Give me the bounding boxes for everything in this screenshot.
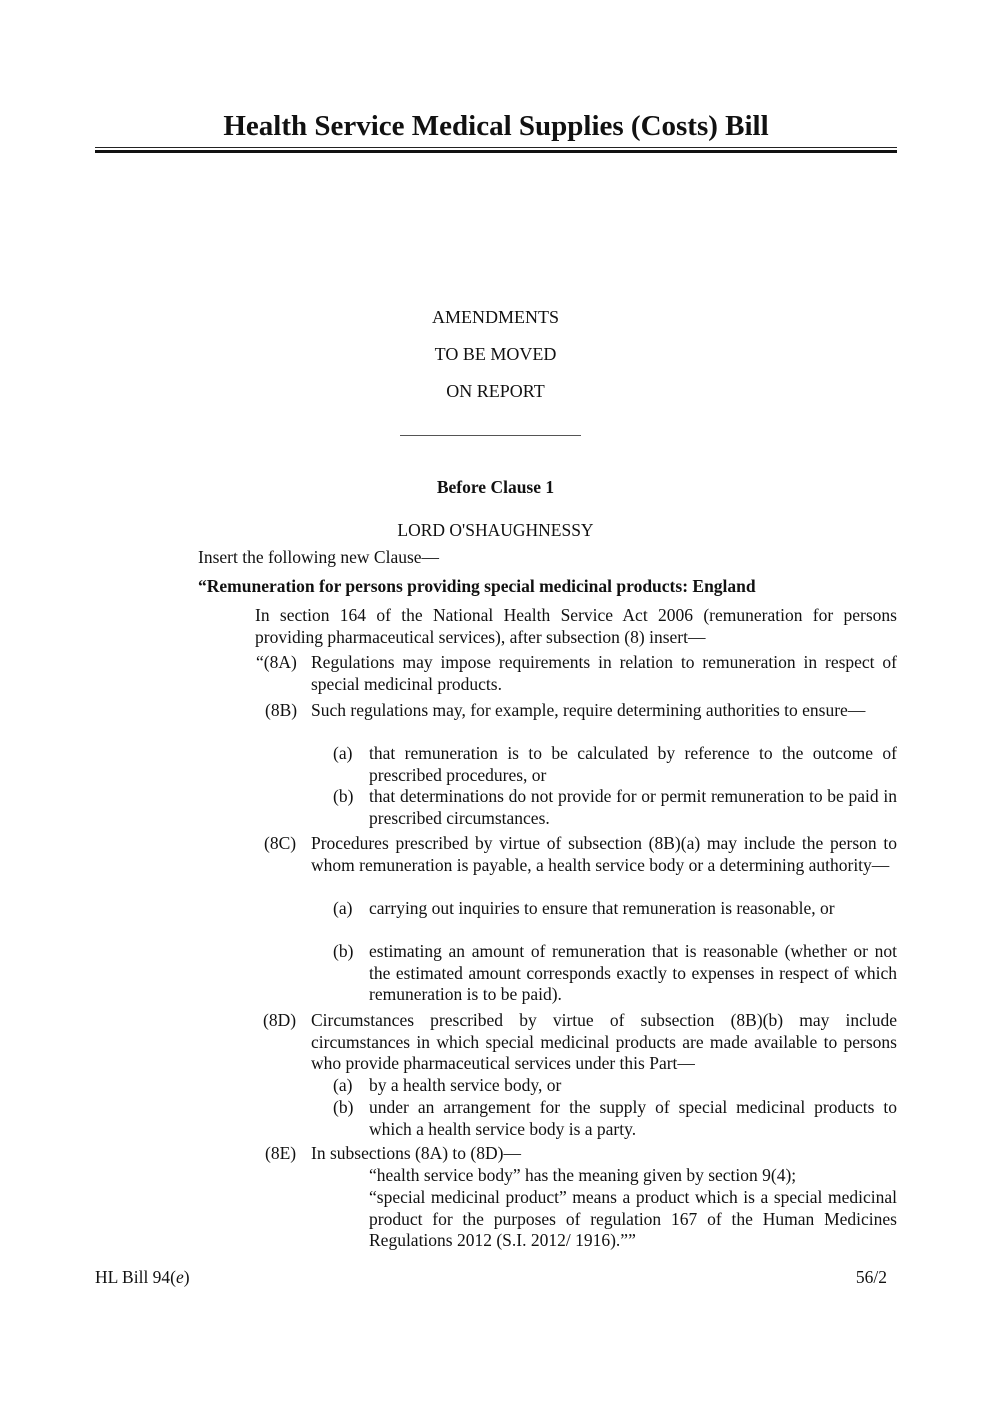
bill-title: Health Service Medical Supplies (Costs) Bill [223, 110, 769, 142]
bill-reference-italic: e [176, 1267, 184, 1287]
paragraph-text: by a health service body, or [369, 1075, 562, 1095]
page-reference: 56/2 [855, 1267, 887, 1287]
heading-line-3: ON REPORT [446, 381, 545, 401]
subsection-number: (8C) [264, 833, 297, 853]
subsection-text: In subsections (8A) to (8D)— [311, 1143, 521, 1163]
definition: “special medicinal product” means a product which is a special medicinal product for the purposes of regulation 167 of the Human Medicines Regulations 2012 (S.I. 2012/ 1916).”” [369, 1187, 897, 1250]
paragraph-number: (a) [333, 743, 353, 763]
title-rule-thin [95, 147, 897, 148]
heading-line-2: TO BE MOVED [434, 344, 557, 364]
paragraph-number: (b) [333, 1097, 354, 1117]
subsection-number: (8D) [263, 1010, 297, 1030]
heading-divider [400, 435, 581, 436]
section-heading: Before Clause 1 [436, 477, 555, 497]
subsection-number: “(8A) [256, 652, 297, 672]
subsection-number: (8B) [265, 700, 298, 720]
subsection-text: Such regulations may, for example, require determining authorities to ensure— [311, 700, 866, 720]
paragraph-text: estimating an amount of remuneration that is reasonable (whether or not the estimated amount corresponds exactly to expenses in respect of which remuneration is to be paid). [369, 941, 897, 1004]
subsection-text: Circumstances prescribed by virtue of subsection (8B)(b) may include circumstances in which special medicinal products are made available to persons who provide pharmaceutical services under this Part— [311, 1010, 897, 1073]
paragraph-number: (a) [333, 898, 353, 918]
paragraph-number: (b) [333, 786, 354, 806]
clause-intro: In section 164 of the National Health Service Act 2006 (remuneration for persons providing pharmaceutical services), after subsection (8) insert— [255, 605, 897, 647]
clause-title: “Remuneration for persons providing special medicinal products: England [198, 576, 756, 596]
bill-reference-prefix: HL Bill 94( [95, 1267, 177, 1287]
definition: “health service body” has the meaning given by section 9(4); [369, 1165, 797, 1185]
paragraph-text: that determinations do not provide for or permit remuneration to be paid in prescribed circumstances. [369, 786, 897, 828]
subsection-number: (8E) [265, 1143, 297, 1163]
paragraph-text: carrying out inquiries to ensure that remuneration is reasonable, or [369, 898, 835, 918]
paragraph-text: under an arrangement for the supply of special medicinal products to which a health service body is a party. [369, 1097, 897, 1139]
subsection-text: Regulations may impose requirements in relation to remuneration in respect of special medicinal products. [311, 652, 897, 694]
instruction: Insert the following new Clause— [198, 547, 440, 567]
heading-line-1: AMENDMENTS [431, 307, 559, 327]
title-rule-thick [95, 150, 897, 153]
paragraph-number: (b) [333, 941, 354, 961]
mover-name: LORD O'SHAUGHNESSY [397, 520, 594, 540]
bill-reference-suffix: ) [183, 1267, 190, 1287]
subsection-text: Procedures prescribed by virtue of subsection (8B)(a) may include the person to whom remuneration is payable, a health service body or a determining authority— [311, 833, 897, 875]
paragraph-text: that remuneration is to be calculated by reference to the outcome of prescribed procedures, or [369, 743, 897, 785]
paragraph-number: (a) [333, 1075, 353, 1095]
bill-reference [95, 1266, 190, 1288]
